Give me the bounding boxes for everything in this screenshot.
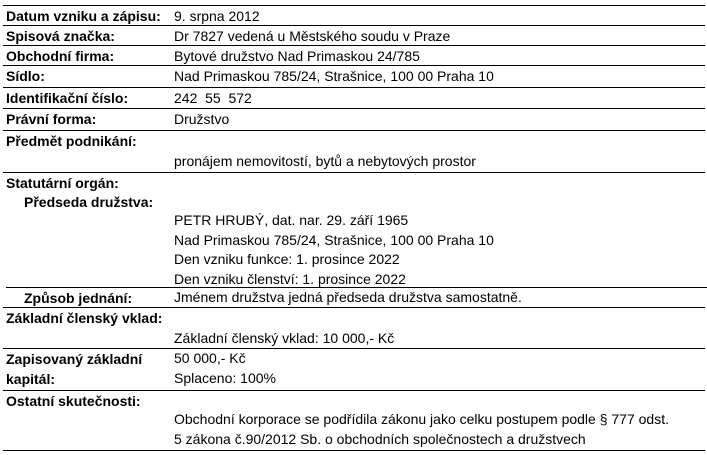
predseda-address-line: Nad Primaskou 785/24, Strašnice, 100 00 Praha 10 <box>174 231 494 248</box>
value-identifikacni-cislo: 242 55 572 <box>174 90 252 106</box>
label-statutarni-organ: Statutární orgán: <box>6 175 119 191</box>
value-pravni-forma: Družstvo <box>174 111 230 127</box>
row-zakladni-clensky-vklad <box>3 307 705 348</box>
label-predseda-druzstva: Předseda družstva: <box>24 194 154 210</box>
kapital-splaceno: Splaceno: 100% <box>174 369 276 386</box>
row-datum-vzniku <box>3 5 705 25</box>
ostatni-line-2: 5 zákona č.90/2012 Sb. o obchodních společnostech a družstvech <box>174 430 586 447</box>
ostatni-line-1: Obchodní korporace se podřídila zákonu jako celku postupem podle § 777 odst. <box>174 411 669 427</box>
label-spisova-znacka: Spisová značka: <box>6 28 115 44</box>
row-zapisovany-kapital <box>3 348 705 390</box>
label-obchodni-firma: Obchodní firma: <box>6 48 115 64</box>
label-zakladni-clensky-vklad: Základní členský vklad: <box>6 310 163 326</box>
predseda-clenstvi-line: Den vzniku členství: 1. prosince 2022 <box>174 270 406 287</box>
row-ostatni-skutecnosti <box>3 390 705 451</box>
predseda-funkce-line: Den vzniku funkce: 1. prosince 2022 <box>174 251 400 267</box>
predseda-name-line: PETR HRUBÝ, dat. nar. 29. září 1965 <box>174 212 409 228</box>
row-pravni-forma <box>3 108 705 130</box>
row-spisova-znacka <box>3 25 705 45</box>
row-sidlo <box>3 65 705 87</box>
row-predmet-podnikani <box>3 130 705 172</box>
value-sidlo: Nad Primaskou 785/24, Strašnice, 100 00 Praha 10 <box>174 68 494 84</box>
value-obchodni-firma: Bytové družstvo Nad Primaskou 24/785 <box>174 48 420 64</box>
value-spisova-znacka: Dr 7827 vedená u Městského soudu v Praze <box>174 28 451 44</box>
row-obchodni-firma <box>3 45 705 65</box>
value-predseda-druzstva <box>174 211 494 289</box>
row-statutarni-organ <box>3 172 705 307</box>
value-zpusob-jednani: Jménem družstva jedná předseda družstva samostatně. <box>174 289 522 305</box>
value-zakladni-clensky-vklad: Základní členský vklad: 10 000,- Kč <box>174 330 395 346</box>
value-predmet-podnikani: pronájem nemovitostí, bytů a nebytových prostor <box>174 153 476 169</box>
label-zpusob-jednani: Způsob jednání: <box>24 290 133 306</box>
label-ostatni-skutecnosti: Ostatní skutečnosti: <box>6 393 141 409</box>
value-datum-vzniku: 9. srpna 2012 <box>174 8 260 24</box>
label-sidlo: Sídlo: <box>6 68 45 84</box>
label-datum-vzniku: Datum vzniku a zápisu: <box>6 8 161 24</box>
row-identifikacni-cislo <box>3 87 705 108</box>
label-identifikacni-cislo: Identifikační číslo: <box>6 90 129 106</box>
label-predmet-podnikani: Předmět podnikání: <box>6 133 137 149</box>
value-zapisovany-kapital <box>174 349 276 388</box>
kapital-amount: 50 000,- Kč <box>174 350 246 366</box>
label-zapisovany-kapital: Zapisovaný základní kapitál: <box>6 351 143 387</box>
value-ostatni-skutecnosti <box>174 410 669 449</box>
label-pravni-forma: Právní forma: <box>6 111 97 127</box>
